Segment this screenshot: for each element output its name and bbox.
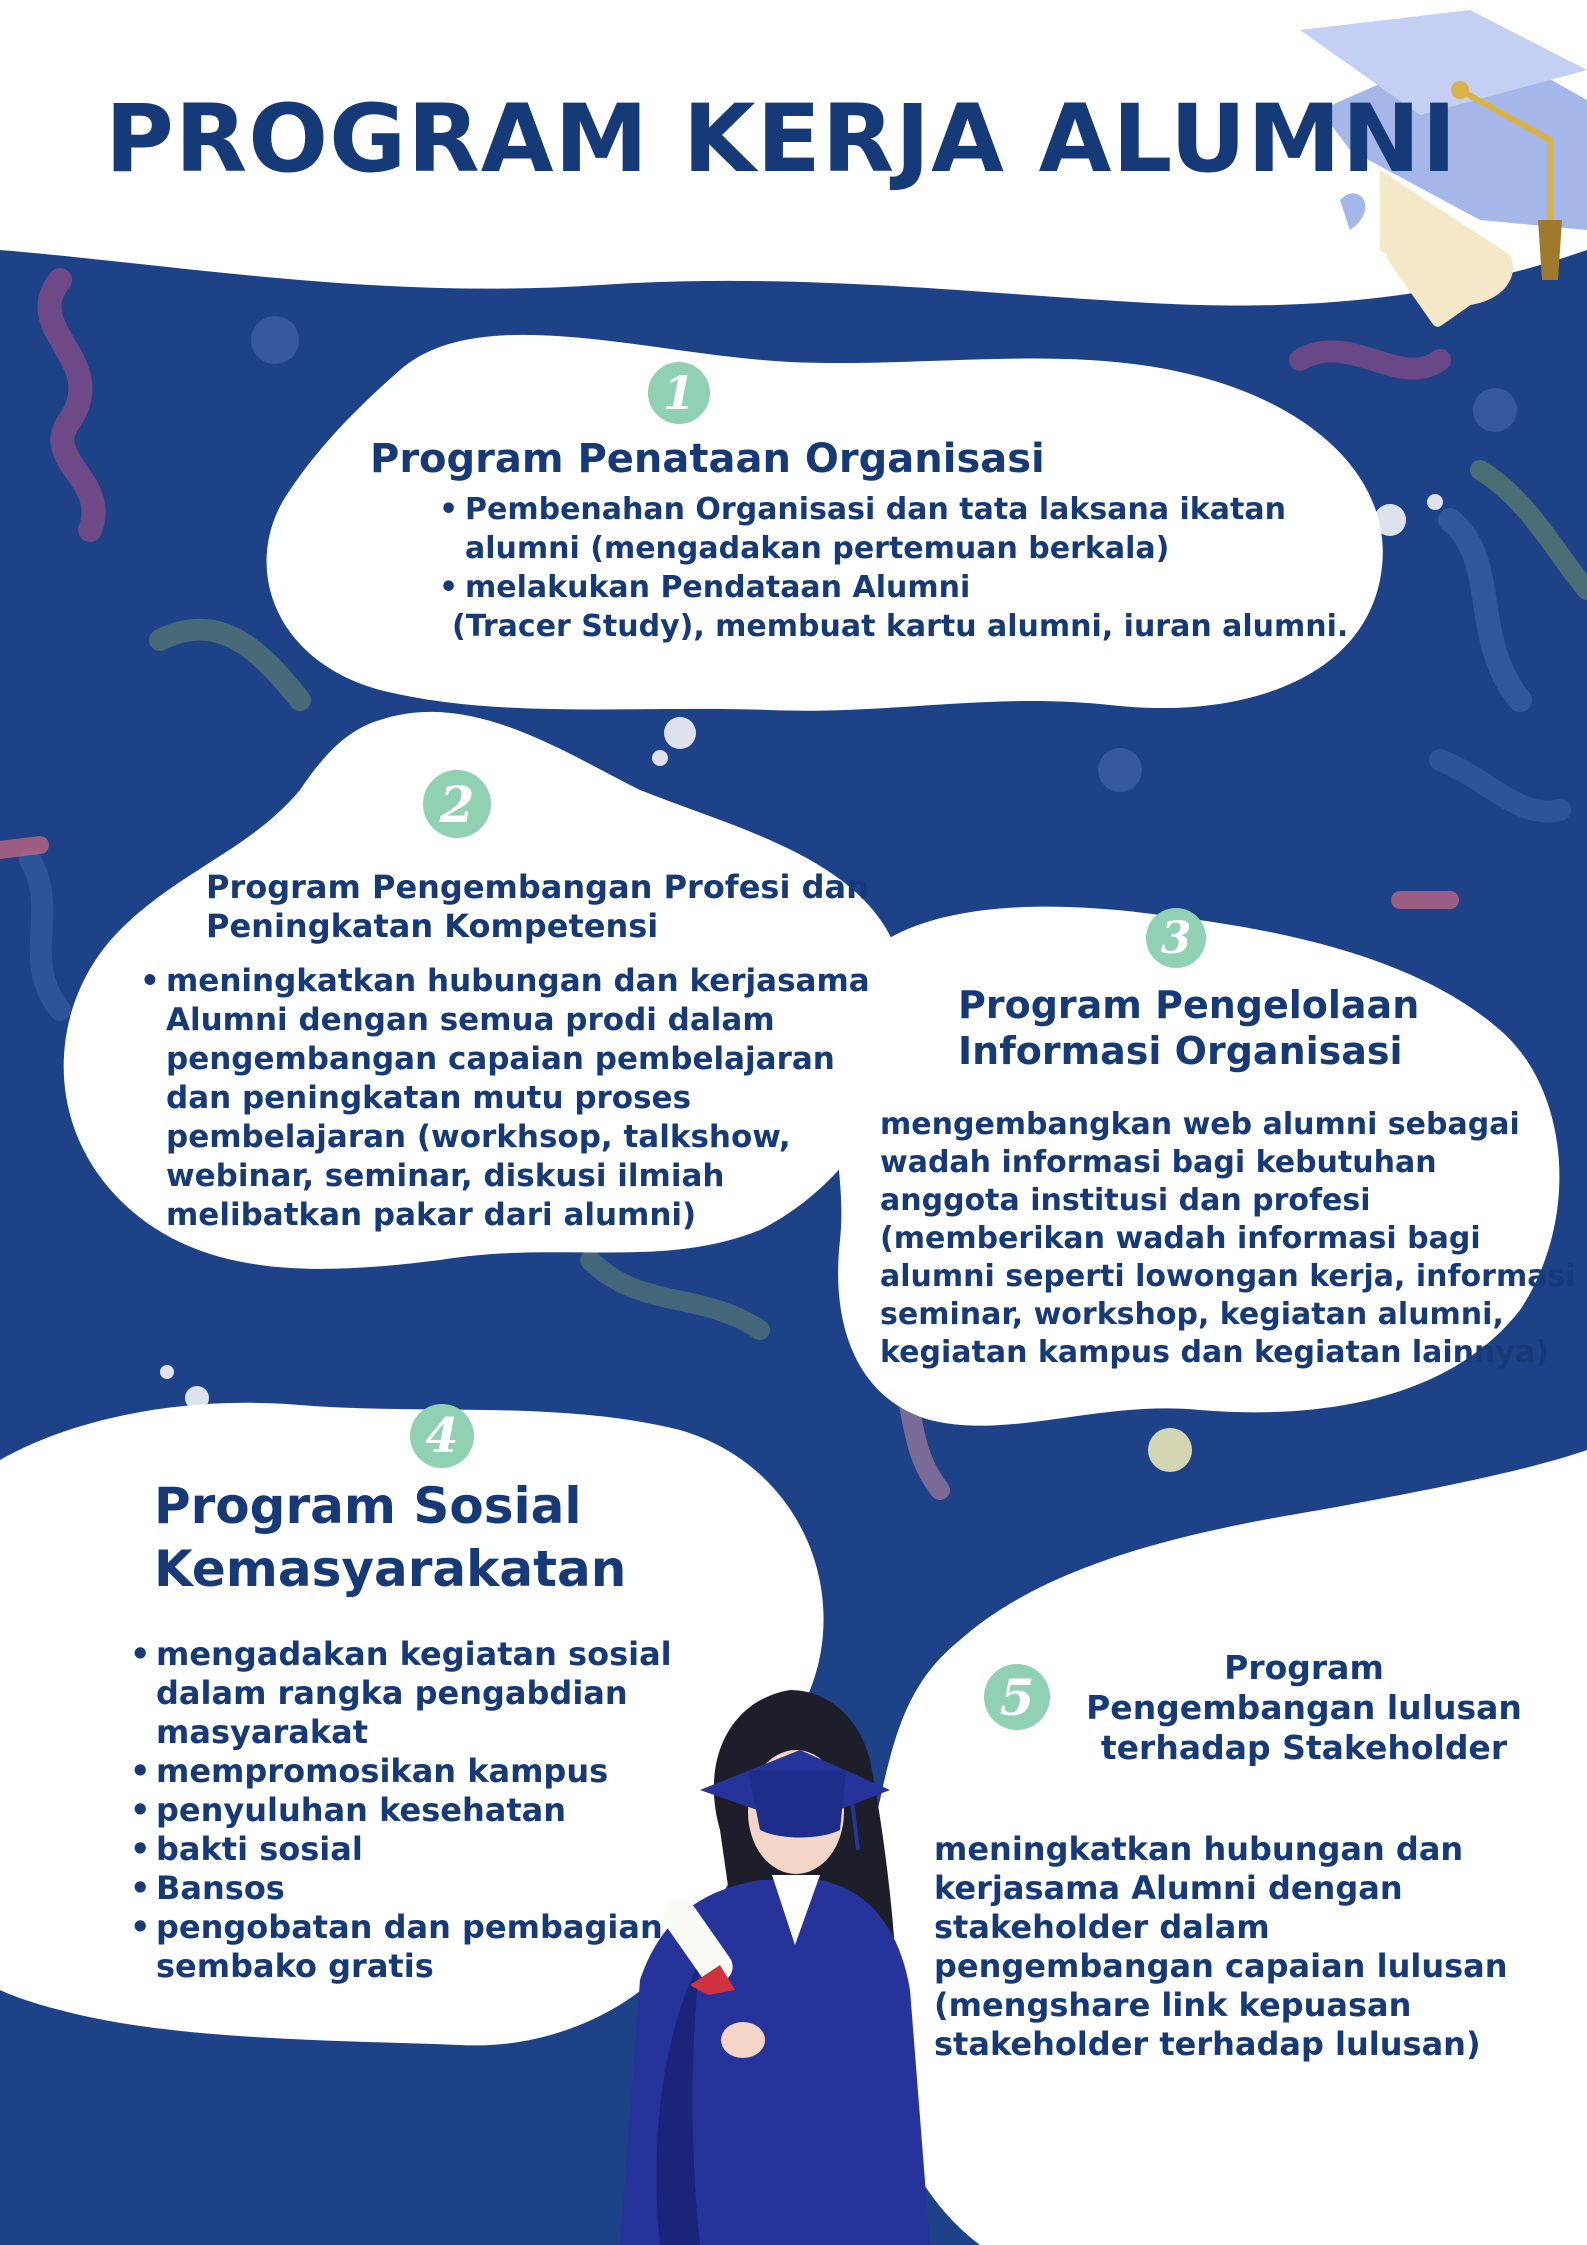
program-4-heading: Program Sosial Kemasyarakatan (154, 1477, 627, 1598)
program-5-box (934, 1648, 1574, 2064)
program-5-number-badge: 5 (984, 1664, 1050, 1730)
page-title: PROGRAM KERJA ALUMNI (105, 85, 1458, 194)
list-item: • Bansos (126, 1869, 686, 1908)
list-item: • mempromosikan kampus (126, 1752, 686, 1791)
list-item: • melakukan Pendataan Alumni (435, 568, 1360, 607)
program-3-text: mengembangkan web alumni sebagai wadah informasi bagi kebutuhan anggota institusi dan profesi (memberikan wadah informasi bagi alumni seperti lowongan kerja, informasi seminar, workshop, kegiatan alumni, kegiatan kampus dan kegiatan lainnya) (880, 1107, 1576, 1370)
list-item: • bakti sosial (126, 1830, 686, 1869)
program-3-number-badge: 3 (1146, 908, 1206, 968)
program-1-number-badge: 1 (648, 362, 710, 424)
list-item: • meningkatkan hubungan dan kerjasama Alumni dengan semua prodi dalam pengembangan capaian pembelajaran dan peningkatan mutu proses pembelajaran (workhsop, talkshow, webinar, seminar, diskusi ilmiah melibatkan pakar dari alumni) (136, 962, 876, 1235)
program-1-list (435, 490, 1360, 607)
program-4-box (126, 1475, 816, 1986)
program-4-list (126, 1635, 686, 1986)
program-2-heading: Program Pengembangan Profesi dan Peningkatan Kompetensi (206, 868, 869, 945)
program-2-list (136, 962, 876, 1235)
program-4-number-badge: 4 (410, 1404, 474, 1468)
program-3-heading: Program Pengelolaan Informasi Organisasi (958, 983, 1420, 1073)
program-1-box (370, 432, 1360, 646)
list-item: • penyuluhan kesehatan (126, 1791, 686, 1830)
program-5-text: meningkatkan hubungan dan kerjasama Alumni dengan stakeholder dalam pengembangan capaian lulusan (mengshare link kepuasan stakeholder terhadap lulusan) (934, 1830, 1508, 2063)
program-2-number-badge: 2 (423, 770, 491, 838)
list-item: • mengadakan kegiatan sosial dalam rangka pengabdian masyarakat (126, 1635, 686, 1752)
list-item: • pengobatan dan pembagian sembako gratis (126, 1908, 686, 1986)
program-3-box (880, 982, 1580, 1372)
program-2-box (136, 868, 876, 1235)
program-1-continuation: (Tracer Study), membuat kartu alumni, iuran alumni. (452, 609, 1349, 644)
list-item: • Pembenahan Organisasi dan tata laksana ikatan alumni (mengadakan pertemuan berkala) (435, 490, 1360, 568)
program-1-heading: Program Penataan Organisasi (370, 436, 1045, 482)
program-5-heading: Program Pengembangan lulusan terhadap Stakeholder (1086, 1648, 1522, 1767)
